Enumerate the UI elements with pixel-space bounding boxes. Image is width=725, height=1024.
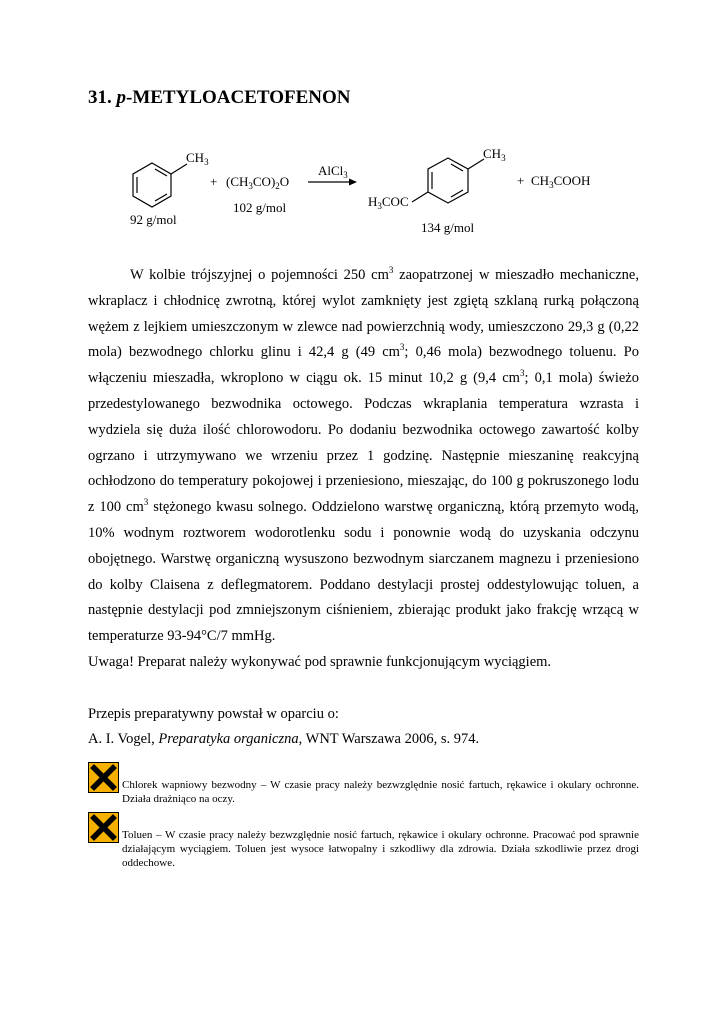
- acetic-anhydride-label: $(CH_3CO)_2O$: [226, 174, 290, 191]
- hazard-note-1: [88, 762, 639, 805]
- title-name: -METYLOACETOFENON: [126, 87, 351, 108]
- reference-citation: A. I. Vogel, Preparatyka organiczna, WNT Warszawa 2006, s. 974.: [88, 731, 480, 748]
- procedure-paragraph: W kolbie trójszyjnej o pojemności 250 $cm^3$ zaopatrzonej w mieszadło mechaniczne, wkraplacz i chłodnicę zwrotną, której wylot zamknięty jest zgiętą szklaną rurką połączoną wężem z lejkiem umieszczonym w zlewce nad powierzchnią wody, umieszczono 29,3 g (0,22 mola) bezwodnego chlorku glinu i 42,4 g (49 $cm^3$; 0,46 mola) bezwodnego toluenu. Po włączeniu mieszadła, wkroplono w ciągu ok. 15 minut 10,2 g (9,4 $cm^3$; 0,1 mola) świeżo przedestylowanego bezwodnika octowego. Podczas wkraplania temperatura wzrasta i wydziela się duża ilość chlorowodoru. Po dodaniu bezwodnika octowego zawartość kolby ogrzano i utrzymywano we wrzeniu przez 1 godzinę. Następnie mieszaninę reakcyjną ochłodzono do temperatury pokojowej i przeniesiono, mieszając, do 100 g pokruszonego lodu z 100 $cm^3$ stężonego kwasu solnego. Oddzielono warstwę organiczną, którą przemyto wodą, 10% wodnym roztworem wodorotlenku sodu i ponownie wodą do uzyskania odczynu obojętnego. Warstwę organiczną wysuszono bezwodnym siarczanem magnezu i przeniesiono do kolby Claisena z deflegmatorem. Poddano destylacji prostej oddestylowując toluen, a następnie destylacji pod zmniejszonym ciśnieniem, zbierając produkt jako frakcję wrzącą w temperaturze 93-94°C/7 mmHg.: [88, 265, 639, 645]
- title-prefix: p: [116, 87, 126, 108]
- hazard-text-2: Toluen – W czasie pracy należy bezwzględnie nosić fartuch, rękawice i okulary ochronne. Pracować pod sprawnie działającym wyciągiem. Toluen jest wysoce łatwopalny i szkodliwy dla zdrowia. Działa szkodliwie przez drogi oddechowe.: [122, 829, 639, 869]
- anhydride-mass: 102 g/mol: [233, 200, 287, 215]
- toluene-structure: [133, 163, 187, 207]
- procedure-text: [88, 263, 639, 753]
- product-methyl-label: $CH_3$: [483, 146, 506, 163]
- page-title: [88, 87, 351, 109]
- product-structure: [412, 158, 484, 203]
- reference-intro: Przepis preparatywny powstał w oparciu o:: [88, 705, 339, 722]
- acetic-acid-label: $CH_3COOH$: [531, 173, 591, 190]
- product-mass: 134 g/mol: [421, 220, 475, 235]
- section-number: 31.: [88, 87, 112, 108]
- harmful-x-icon: [88, 762, 119, 793]
- product-acetyl-label: $H_3COC$: [368, 194, 409, 211]
- plus-sign-1: +: [210, 174, 218, 189]
- safety-warning: Uwaga! Preparat należy wykonywać pod sprawnie funkcjonującym wyciągiem.: [88, 653, 552, 670]
- catalyst-label: AlCl$_3$: [318, 163, 348, 180]
- hazard-text-1: Chlorek wapniowy bezwodny – W czasie pracy należy bezwzględnie nosić fartuch, rękawice i okulary ochronne. Działa drażniąco na oczy.: [122, 779, 639, 805]
- reaction-scheme: [0, 140, 725, 250]
- toluene-methyl-label: $CH_3$: [186, 150, 209, 167]
- plus-sign-2: +: [517, 173, 525, 188]
- harmful-x-icon: [88, 812, 119, 843]
- reaction-structures: [0, 140, 725, 250]
- toluene-mass: 92 g/mol: [130, 212, 177, 227]
- hazard-note-2: [88, 812, 639, 869]
